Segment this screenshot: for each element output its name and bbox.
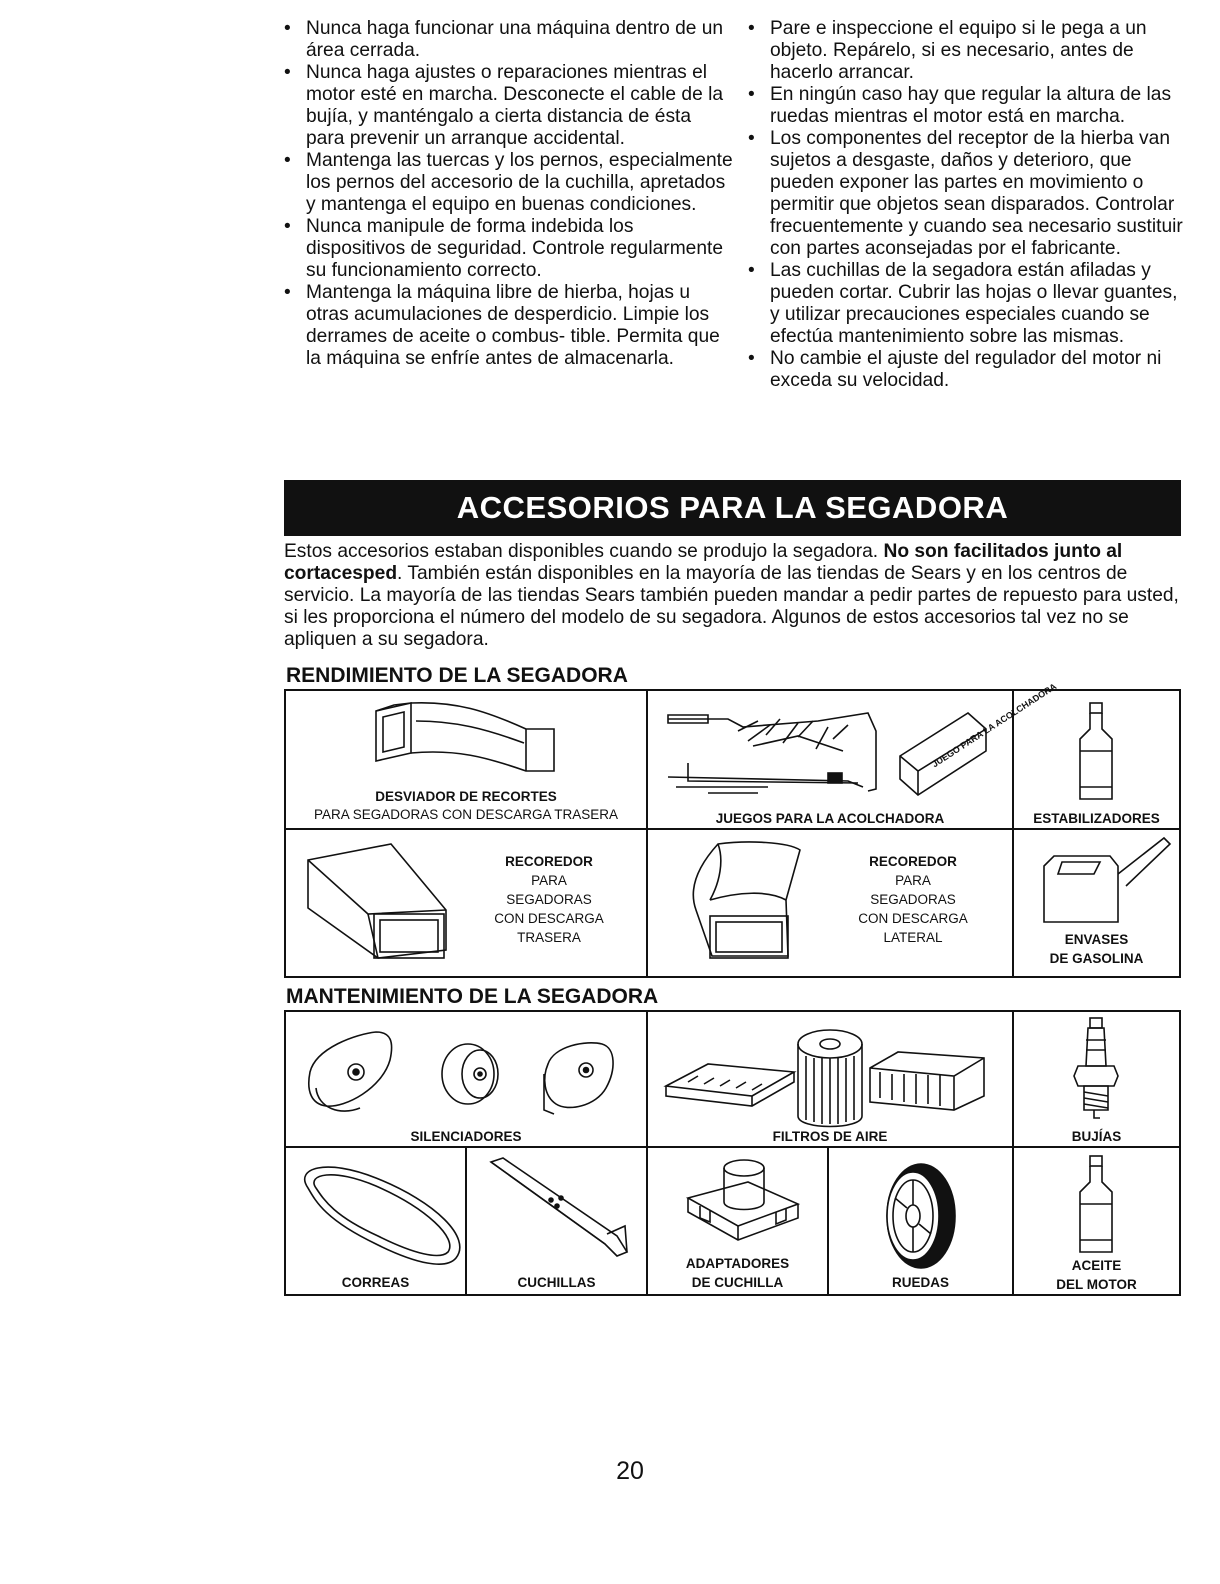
safety-list-left xyxy=(282,18,734,370)
ruedas-caption: RUEDAS xyxy=(891,1275,949,1290)
recogedor-line: RECOREDOR xyxy=(869,854,957,869)
cell-recogedor-trasera xyxy=(286,830,648,976)
cell-adaptadores xyxy=(648,1148,829,1294)
cell-correas xyxy=(286,1148,467,1294)
list-item: • Los componentes del receptor de la hierba van sujetos a desgaste, daños y deterioro, que pueden exponer las partes en movimiento o permitir que objetos sean disparados. Controlar frecuentemente y cuando sea necesario sustituir con partes aconsejadas por el fabricante. xyxy=(746,128,1190,260)
cell-aceite xyxy=(1014,1148,1179,1294)
blade-icon xyxy=(467,1148,648,1294)
recogedor-line: PARA xyxy=(531,873,567,888)
desviador-title: DESVIADOR DE RECORTES xyxy=(375,789,557,804)
recogedor-line: SEGADORAS xyxy=(506,892,592,907)
filtros-caption: FILTROS DE AIRE xyxy=(772,1129,888,1144)
envases-caption xyxy=(1014,930,1179,968)
intro-paragraph xyxy=(284,541,1184,651)
silenciadores-caption: SILENCIADORES xyxy=(410,1129,522,1144)
cell-filtros xyxy=(648,1012,1014,1148)
adaptadores-line: ADAPTADORES xyxy=(685,1256,790,1271)
list-item: • Nunca haga ajustes o reparaciones mientras el motor esté en marcha. Desconecte el cable de la bujía, y manténgalo a cierta distancia de ésta para prevenir un arranque accidental. xyxy=(282,62,734,150)
recogedor-lateral-label xyxy=(828,852,998,947)
wheel-icon xyxy=(829,1148,1014,1294)
cell-juegos xyxy=(648,681,1059,830)
cuchillas-caption: CUCHILLAS xyxy=(517,1275,596,1290)
list-item: • No cambie el ajuste del regulador del motor ni exceda su velocidad. xyxy=(746,348,1190,392)
recogedor-line: SEGADORAS xyxy=(870,892,956,907)
bujias-caption: BUJÍAS xyxy=(1071,1129,1122,1144)
aceite-caption xyxy=(1014,1256,1179,1294)
kit-box-label: JUEGO PARA LA ACOLCHADORA xyxy=(930,681,1059,770)
cell-envases xyxy=(1014,830,1179,976)
adaptadores-caption xyxy=(648,1254,827,1292)
section-heading-mantenimiento: MANTENIMIENTO DE LA SEGADORA xyxy=(286,985,659,1008)
list-item: • Mantenga la máquina libre de hierba, hojas u otras acumulaciones de desperdicio. Limpie los derrames de aceite o combus- tible. Permita que la máquina se enfríe antes de almacenarla. xyxy=(282,282,734,370)
correas-caption: CORREAS xyxy=(341,1275,410,1290)
recogedor-line: TRASERA xyxy=(517,930,581,945)
cell-estabilizadores xyxy=(1014,691,1179,830)
section-title-bar: ACCESORIOS PARA LA SEGADORA xyxy=(284,480,1181,536)
juegos-caption: JUEGOS PARA LA ACOLCHADORA xyxy=(715,811,945,826)
recogedor-line: LATERAL xyxy=(883,930,943,945)
adaptadores-line: DE CUCHILLA xyxy=(691,1275,784,1290)
side-bag-icon xyxy=(648,830,838,976)
list-item: • Nunca haga funcionar una máquina dentro de un área cerrada. xyxy=(282,18,734,62)
list-item: • Mantenga las tuercas y los pernos, especialmente los pernos del accesorio de la cuchilla, apretados y mantenga el equipo en buenas condiciones. xyxy=(282,150,734,216)
cell-bujias xyxy=(1014,1012,1179,1148)
intro-bold-text: No son facilitados junto al cortacesped xyxy=(284,541,1123,584)
page-number: 20 xyxy=(616,1457,644,1485)
cell-silenciadores xyxy=(286,1012,648,1148)
list-item: • Nunca manipule de forma indebida los dispositivos de seguridad. Controle regularmente su funcionamiento correcto. xyxy=(282,216,734,282)
cell-cuchillas xyxy=(467,1148,648,1294)
list-item: • Las cuchillas de la segadora están afiladas y pueden cortar. Cubrir las hojas o llevar guantes, y utilizar precauciones especiales cuando se efectúa mantenimiento sobre las mismas. xyxy=(746,260,1190,348)
recogedor-line: CON DESCARGA xyxy=(494,911,604,926)
maintenance-accessories-grid xyxy=(284,1010,1181,1296)
cell-recogedor-lateral xyxy=(648,830,1014,976)
estabilizadores-caption: ESTABILIZADORES xyxy=(1033,811,1160,826)
list-item: • Pare e inspeccione el equipo si le pega a un objeto. Repárelo, si es necesario, antes de hacerlo arrancar. xyxy=(746,18,1190,84)
performance-accessories-grid xyxy=(284,681,1181,978)
envases-line: ENVASES xyxy=(1064,932,1129,947)
cell-desviador xyxy=(286,691,648,830)
recogedor-trasera-label xyxy=(464,852,634,947)
rear-bag-icon xyxy=(286,830,476,976)
recogedor-line: PARA xyxy=(895,873,931,888)
section-heading-rendimiento: RENDIMIENTO DE LA SEGADORA xyxy=(286,664,628,687)
intro-text-2: . También están disponibles en la mayoría de las tiendas de Sears y en los centros de servicio. La mayoría de las tiendas Sears también pueden mandar a pedir partes de repuesto para usted, si les proporciona el número del modelo de su segadora. Algunos de estos accesorios tal vez no se apliquen a su segadora. xyxy=(284,563,1179,650)
cell-ruedas xyxy=(829,1148,1014,1294)
aceite-line: DEL MOTOR xyxy=(1056,1277,1137,1292)
recogedor-line: RECOREDOR xyxy=(505,854,593,869)
safety-list-right xyxy=(746,18,1190,392)
belt-icon xyxy=(286,1148,467,1294)
list-item: • En ningún caso hay que regular la altura de las ruedas mientras el motor está en marcha. xyxy=(746,84,1190,128)
recogedor-line: CON DESCARGA xyxy=(858,911,968,926)
intro-text-1: Estos accesorios estaban disponibles cuando se produjo la segadora. xyxy=(284,541,884,562)
aceite-line: ACEITE xyxy=(1071,1258,1122,1273)
desviador-subtitle: PARA SEGADORAS CON DESCARGA TRASERA xyxy=(313,807,619,822)
envases-line: DE GASOLINA xyxy=(1049,951,1144,966)
